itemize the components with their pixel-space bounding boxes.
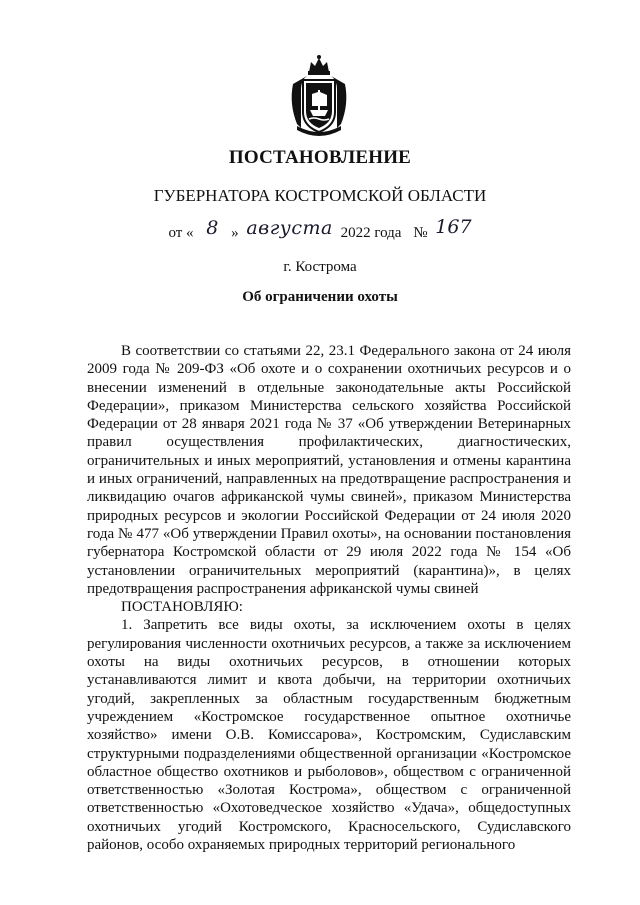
decree-word: ПОСТАНОВЛЯЮ:: [121, 599, 243, 616]
number-sign: №: [413, 225, 428, 241]
page-title: ПОСТАНОВЛЕНИЕ: [228, 147, 412, 168]
date-year: 2022 года: [340, 225, 402, 241]
date-prefix: от «: [168, 225, 194, 241]
handwritten-day: 8: [206, 217, 219, 239]
document-body: [87, 342, 571, 854]
handwritten-month: августа: [246, 217, 333, 239]
coat-of-arms-icon: [287, 54, 351, 136]
clause-1-paragraph: 1. Запретить все виды охоты, за исключением охоты в целях регулирования численности охотничьих ресурсов, а также за исключением охоты на виды охотничьих ресурсов, в отношении которых устанавливаются лимит и квота добычи, на территории охотничьих угодий, закрепленных за областным государственным бюджетным учреждением «Костромское государственное опытное охотничье хозяйство» имени О.В. Комиссарова», Костромским, Судиславским структурными подразделениями общественной организации «Костромское областное общество охотников и рыболовов», обществом с ограниченной ответственностью «Золотая Кострома», обществом с ограниченной ответственностью «Охотоведческое хозяйство «Удача», общедоступных охотничьих угодий Костромского, Красносельского, Судиславского районов, особо охраняемых природных территорий регионального: [87, 617, 571, 854]
date-quote-close: »: [231, 225, 239, 241]
city-label: г. Кострома: [283, 259, 357, 275]
preamble-paragraph: В соответствии со статьями 22, 23.1 Федерального закона от 24 июля 2009 года № 209-ФЗ «Об охоте и о сохранении охотничьих ресурсов и о внесении изменений в отдельные законодательные акты Российской Федерации», приказом Министерства сельского хозяйства Российской Федерации от 28 января 2021 года № 37 «Об утверждении Ветеринарных правил осуществления профилактических, диагностических, ограничительных и иных мероприятий, установления и отмены карантина и иных ограничений, направленных на предотвращение распространения и ликвидацию очагов африканской чумы свиней», приказом Министерства природных ресурсов и экологии Российской Федерации от 24 июля 2020 года № 477 «Об утверждении Правил охоты», на основании постановления губернатора Костромской области от 29 июля 2022 года № 154 «Об установлении ограничительных мероприятий (карантина)», в целях предотвращения распространения африканской чумы свиней: [87, 343, 571, 597]
date-line: [0, 216, 640, 242]
document-title: Об ограничении охоты: [242, 289, 398, 305]
issuer-subtitle: ГУБЕРНАТОРА КОСТРОМСКОЙ ОБЛАСТИ: [153, 186, 487, 205]
handwritten-number: 167: [435, 216, 472, 238]
